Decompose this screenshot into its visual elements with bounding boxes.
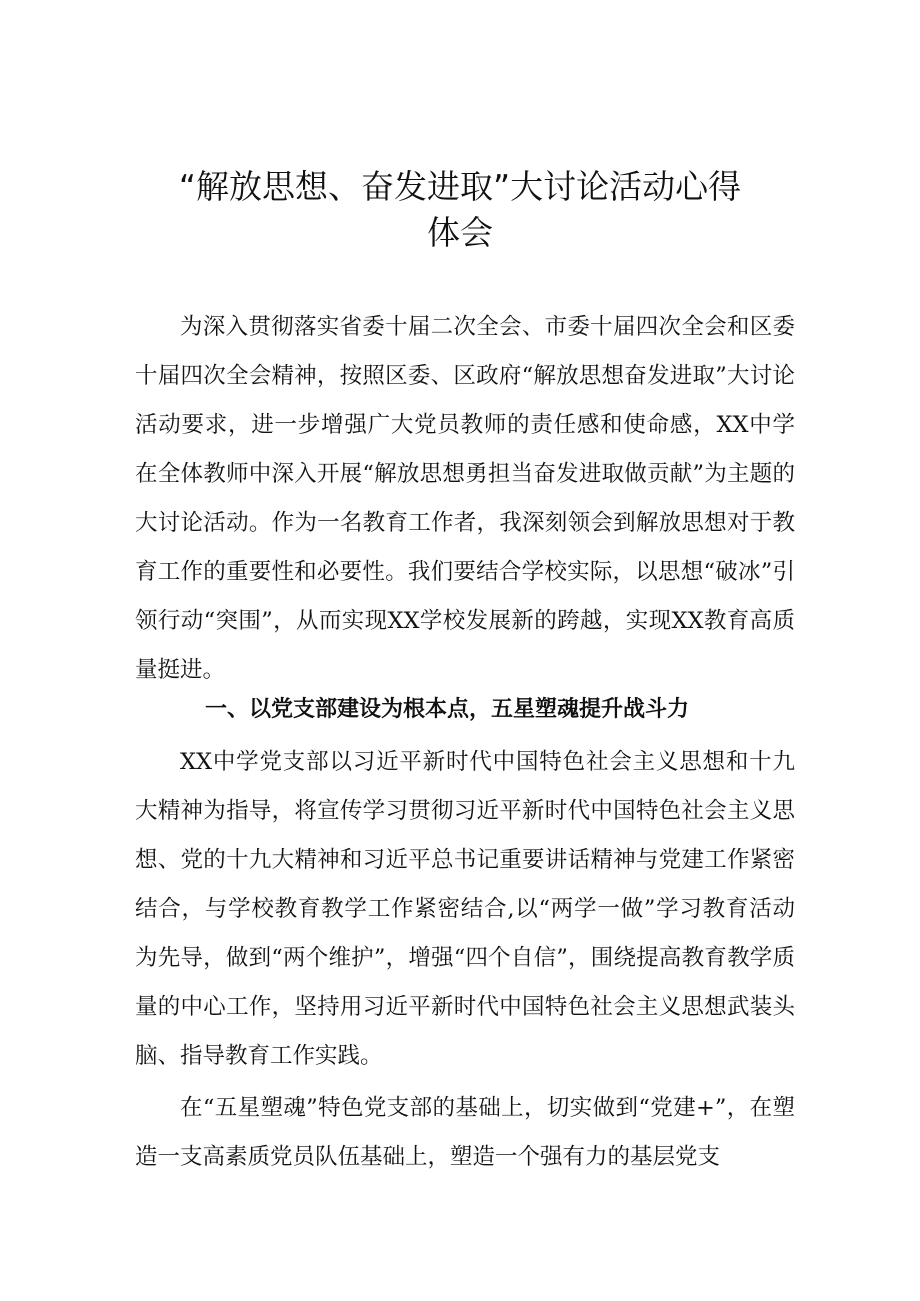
intro-paragraph: 为深入贯彻落实省委十届二次全会、市委十届四次全会和区委十届四次全会精神，按照区委、区政府“解放思想奋发进取”大讨论活动要求，进一步增强广大党员教师的责任感和使命感，XX中学在全体教师中深入开展“解放思想勇担当奋发进取做贡献”为主题的大讨论活动。作为一名教育工作者，我深刻领会到解放思想对于教育工作的重要性和必要性。我们要结合学校实际，以思想“破冰”引领行动“突围”，从而实现XX学校发展新的跨越，实现XX教育高质量挺进。 (135, 314, 795, 683)
body-paragraph-3: 在“五星塑魂”特色党支部的基础上，切实做到“党建+”，在塑造一支高素质党员队伍基础上，塑造一个强有力的基层党支 (135, 1095, 795, 1170)
section-heading: 一、以党支部建设为根本点，五星塑魂提升战斗力 (205, 697, 690, 722)
document-title-line2: 体会 (427, 213, 493, 252)
document-title-line1: “解放思想、奋发进取”大讨论活动心得 (178, 167, 742, 206)
body-paragraph-2: XX中学党支部以习近平新时代中国特色社会主义思想和十九大精神为指导，将宣传学习贯彻习近平新时代中国特色社会主义思想、党的十九大精神和习近平总书记重要讲话精神与党建工作紧密结合，与学校教育教学工作紧密结合,以“两学一做”学习教育活动为先导，做到“两个维护”，增强“四个自信”，围绕提高教育教学质量的中心工作，坚持用习近平新时代中国特色社会主义思想武装头脑、指导教育工作实践。 (135, 749, 795, 1069)
